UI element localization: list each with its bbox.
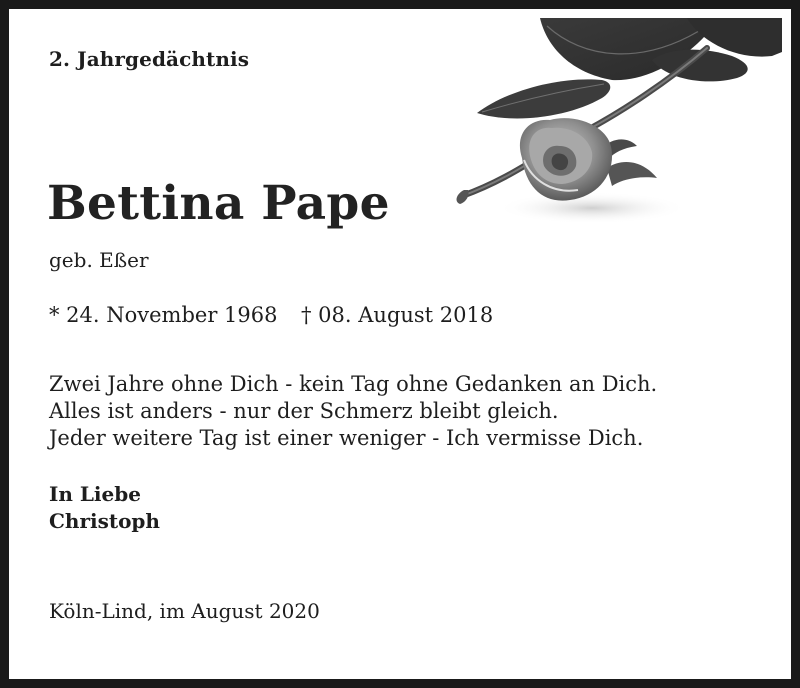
verse-line: Zwei Jahre ohne Dich - kein Tag ohne Gedanken an Dich. [49, 372, 658, 396]
death-date: † 08. August 2018 [301, 303, 494, 327]
verse-line: Jeder weitere Tag ist einer weniger - Ich vermisse Dich. [49, 426, 644, 450]
signoff-greeting: In Liebe [49, 482, 141, 506]
anniversary-heading: 2. Jahrgedächtnis [49, 47, 250, 71]
memorial-verse [49, 371, 657, 452]
rose-image [452, 18, 782, 230]
signoff [49, 481, 160, 535]
maiden-name: geb. Eßer [49, 248, 149, 272]
birth-date: * 24. November 1968 [49, 303, 278, 327]
deceased-name: Bettina Pape [47, 176, 390, 231]
signoff-signer: Christoph [49, 509, 160, 533]
place-and-date: Köln-Lind, im August 2020 [49, 599, 320, 623]
verse-line: Alles ist anders - nur der Schmerz bleibt gleich. [49, 399, 559, 423]
